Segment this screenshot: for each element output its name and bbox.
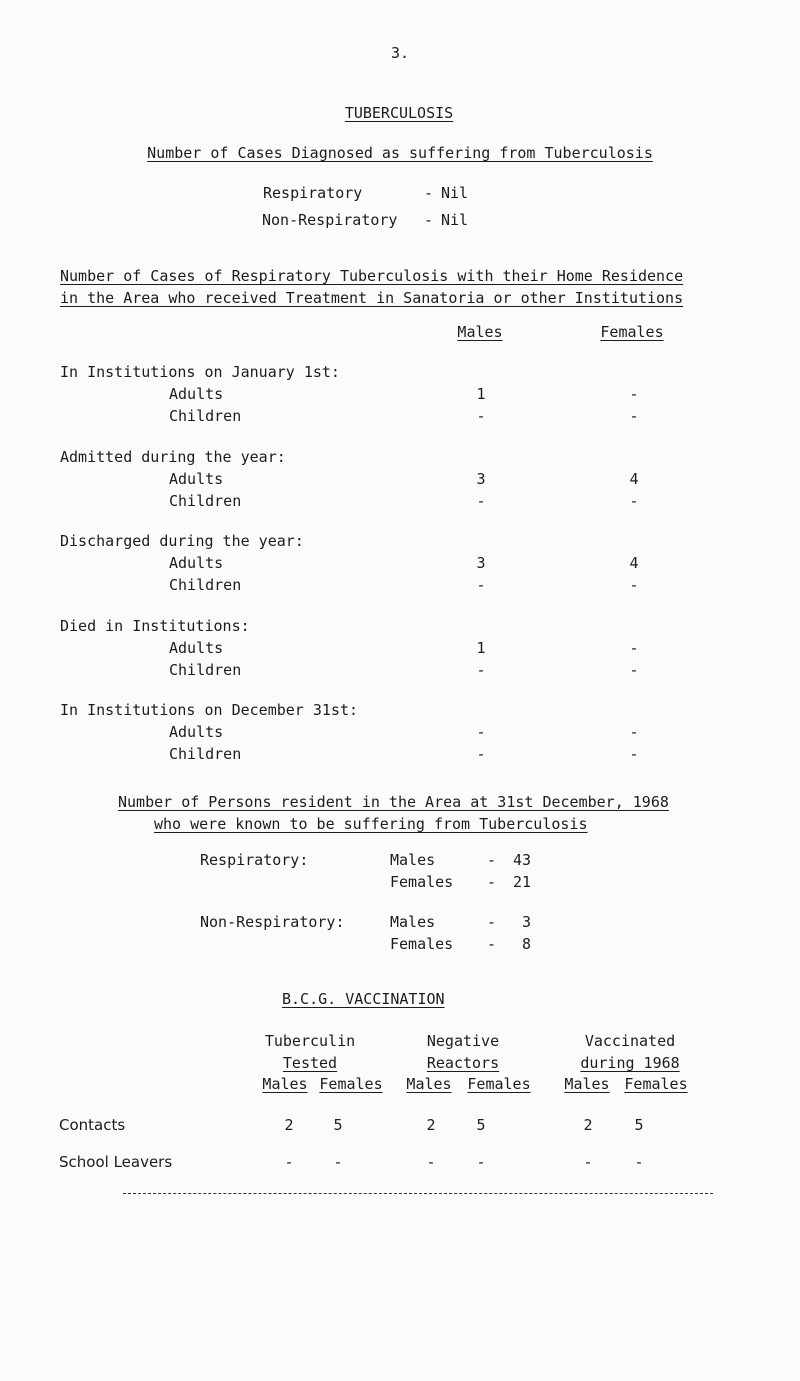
- resident-heading: Number of Persons resident in the Area at 31st December, 1968: [118, 793, 669, 811]
- subheader-males: Males: [262, 1075, 308, 1093]
- subheader-females: Females: [467, 1075, 531, 1093]
- males-value: 3: [476, 554, 486, 572]
- row-label: Children: [169, 576, 242, 594]
- males-value: -: [476, 661, 486, 679]
- females-value: -: [629, 661, 639, 679]
- bcg-cell: -: [284, 1153, 294, 1171]
- males-value: -: [476, 723, 486, 741]
- row-label: Children: [169, 492, 242, 510]
- group-title: Died in Institutions:: [60, 617, 250, 635]
- bcg-cell: 5: [634, 1116, 644, 1134]
- sex-label: Females: [390, 935, 454, 953]
- females-value: -: [629, 385, 639, 403]
- females-value: -: [629, 492, 639, 510]
- females-value: -: [629, 745, 639, 763]
- bcg-cell: 2: [426, 1116, 436, 1134]
- resident-heading: who were known to be suffering from Tuberculosis: [154, 815, 588, 833]
- dash: -: [487, 851, 497, 869]
- group-header: Tested: [282, 1054, 338, 1072]
- males-value: -: [476, 407, 486, 425]
- treatment-heading: in the Area who received Treatment in Sanatoria or other Institutions: [60, 289, 684, 307]
- category-label: Non-Respiratory:: [200, 913, 345, 931]
- males-value: 3: [476, 470, 486, 488]
- dash: -: [487, 935, 497, 953]
- dash: -: [487, 873, 497, 891]
- subheader-females: Females: [624, 1075, 688, 1093]
- bcg-cell: -: [333, 1153, 343, 1171]
- group-title: In Institutions on January 1st:: [60, 363, 340, 381]
- page-number: 3.: [390, 44, 410, 62]
- group-title: Admitted during the year:: [60, 448, 286, 466]
- bcg-cell: -: [426, 1153, 436, 1171]
- subheader-males: Males: [564, 1075, 610, 1093]
- count-value: 43: [512, 851, 531, 869]
- row-label: Children: [169, 745, 242, 763]
- column-header-females: Females: [600, 323, 664, 341]
- males-value: -: [476, 576, 486, 594]
- diagnosed-label: Respiratory: [263, 184, 363, 202]
- females-value: 4: [629, 470, 639, 488]
- diagnosed-label: Non-Respiratory: [262, 211, 398, 229]
- category-label: Respiratory:: [200, 851, 309, 869]
- group-header: Tuberculin: [264, 1032, 356, 1050]
- row-label: School Leavers: [59, 1153, 173, 1171]
- females-value: -: [629, 639, 639, 657]
- row-label: Adults: [169, 723, 224, 741]
- diagnosed-value: Nil: [441, 211, 469, 229]
- group-header: during 1968: [580, 1054, 680, 1072]
- diagnosed-dash: -: [424, 211, 434, 229]
- diagnosed-dash: -: [424, 184, 434, 202]
- column-header-males: Males: [457, 323, 503, 341]
- row-label: Children: [169, 661, 242, 679]
- males-value: -: [476, 492, 486, 510]
- females-value: 4: [629, 554, 639, 572]
- count-value: 3: [521, 913, 531, 931]
- count-value: 8: [521, 935, 531, 953]
- females-value: -: [629, 407, 639, 425]
- bcg-cell: 2: [583, 1116, 593, 1134]
- bcg-heading: B.C.G. VACCINATION: [282, 990, 445, 1008]
- diagnosed-heading: Number of Cases Diagnosed as suffering from Tuberculosis: [147, 144, 653, 162]
- dash: -: [487, 913, 497, 931]
- males-value: -: [476, 745, 486, 763]
- females-value: -: [629, 723, 639, 741]
- row-label: Adults: [169, 470, 224, 488]
- group-header: Negative: [426, 1032, 500, 1050]
- row-label: Adults: [169, 385, 224, 403]
- bcg-cell: -: [583, 1153, 593, 1171]
- bcg-cell: -: [634, 1153, 644, 1171]
- females-value: -: [629, 576, 639, 594]
- males-value: 1: [476, 639, 486, 657]
- males-value: 1: [476, 385, 486, 403]
- row-label: Adults: [169, 639, 224, 657]
- group-header: Vaccinated: [584, 1032, 676, 1050]
- row-label: Children: [169, 407, 242, 425]
- row-label: Contacts: [59, 1116, 126, 1134]
- subheader-females: Females: [319, 1075, 383, 1093]
- treatment-heading: Number of Cases of Respiratory Tuberculosis with their Home Residence: [60, 267, 684, 285]
- group-title: In Institutions on December 31st:: [60, 701, 359, 719]
- row-label: Adults: [169, 554, 224, 572]
- count-value: 21: [512, 873, 531, 891]
- bottom-rule: [123, 1193, 713, 1194]
- bcg-cell: 5: [333, 1116, 343, 1134]
- bcg-cell: 2: [284, 1116, 294, 1134]
- sex-label: Females: [390, 873, 454, 891]
- group-header: Reactors: [426, 1054, 500, 1072]
- subheader-males: Males: [406, 1075, 452, 1093]
- sex-label: Males: [390, 913, 436, 931]
- bcg-cell: -: [476, 1153, 486, 1171]
- page-title: TUBERCULOSIS: [344, 104, 454, 122]
- group-title: Discharged during the year:: [60, 532, 304, 550]
- bcg-cell: 5: [476, 1116, 486, 1134]
- sex-label: Males: [390, 851, 436, 869]
- diagnosed-value: Nil: [441, 184, 469, 202]
